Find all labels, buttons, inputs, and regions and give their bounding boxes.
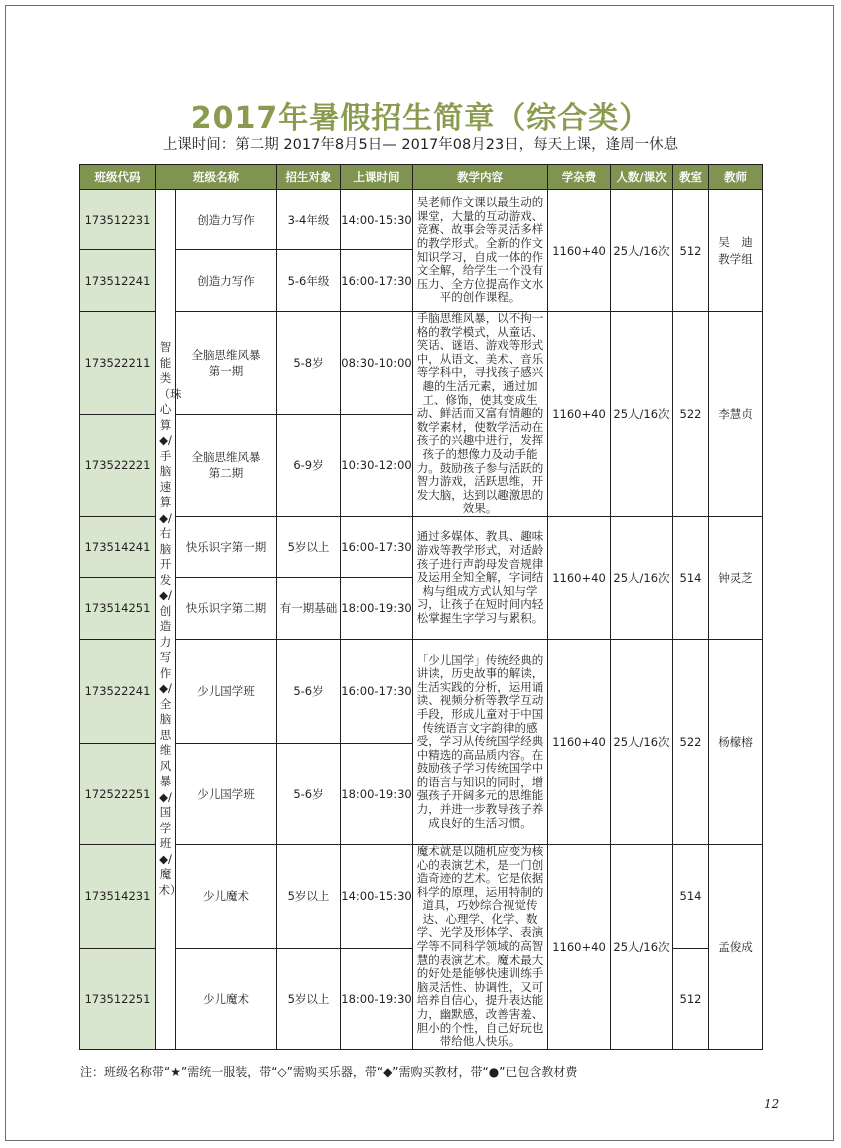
course-teacher: 李慧贞 xyxy=(709,312,763,517)
course-room: 514 xyxy=(673,516,709,639)
schedule-subtitle: 上课时间：第二期 2017年8月5日— 2017年08月23日，每天上课，逢周一休息 xyxy=(162,137,679,153)
class-name: 少儿魔术 xyxy=(176,844,277,948)
course-fee: 1160+40 xyxy=(548,516,611,639)
header-target: 招生对象 xyxy=(277,165,341,190)
course-count: 25人/16次 xyxy=(611,639,673,844)
class-name-line2: 第二期 xyxy=(208,466,244,481)
class-name-line1: 全脑思维风暴 xyxy=(191,450,261,465)
teacher-name: 吴 迪 xyxy=(718,234,753,249)
course-room: 522 xyxy=(673,639,709,844)
class-code: 173522221 xyxy=(80,414,156,516)
class-time: 18:00-19:30 xyxy=(341,948,413,1049)
page-number: 12 xyxy=(764,1097,780,1111)
header-count: 人数/课次 xyxy=(611,165,673,190)
class-time: 18:00-19:30 xyxy=(341,743,413,844)
header-fee: 学杂费 xyxy=(548,165,611,190)
class-code: 173512251 xyxy=(80,948,156,1049)
table-row xyxy=(80,516,763,577)
class-target: 5-6年级 xyxy=(277,250,341,312)
class-target: 5-6岁 xyxy=(277,639,341,743)
class-name: 少儿国学班 xyxy=(176,743,277,844)
class-time: 14:00-15:30 xyxy=(341,190,413,250)
class-name: 快乐识字第二期 xyxy=(176,577,277,639)
table-row xyxy=(80,190,763,250)
table-row xyxy=(80,844,763,948)
header-code: 班级代码 xyxy=(80,165,156,190)
course-teacher: 孟俊成 xyxy=(709,844,763,1049)
class-target: 6-9岁 xyxy=(277,414,341,516)
course-room: 514 xyxy=(673,844,709,948)
class-name: 少儿国学班 xyxy=(176,639,277,743)
header-content: 教学内容 xyxy=(413,165,548,190)
table-row xyxy=(80,639,763,743)
class-time: 08:30-10:00 xyxy=(341,312,413,415)
course-teacher xyxy=(709,190,763,312)
class-target: 有一期基础 xyxy=(277,577,341,639)
course-description: 手脑思维风暴，以不拘一格的教学模式，从童话、笑话、谜语、游戏等形式中，从语文、美术、音乐等学科中，寻找孩子感兴趣的生活元素，通过加工、修饰，使其变成生动、鲜活而又富有情趣的数学素材，使数学活动在孩子的兴趣中进行，发挥孩子的想像力及动手能力。鼓励孩子参与活跃的智力游戏，活跃思维，开发大脑，达到以趣激思的效果。 xyxy=(413,312,548,517)
class-code: 173514251 xyxy=(80,577,156,639)
class-name: 创造力写作 xyxy=(176,250,277,312)
header-name: 班级名称 xyxy=(156,165,277,190)
class-time: 18:00-19:30 xyxy=(341,577,413,639)
header-time: 上课时间 xyxy=(341,165,413,190)
course-count: 25人/16次 xyxy=(611,312,673,517)
class-name: 少儿魔术 xyxy=(176,948,277,1049)
class-code: 173514241 xyxy=(80,516,156,577)
class-name: 快乐识字第一期 xyxy=(176,516,277,577)
course-room: 512 xyxy=(673,190,709,312)
class-code: 173512241 xyxy=(80,250,156,312)
class-target: 3-4年级 xyxy=(277,190,341,250)
footnote: 注：班级名称带“★”需统一服装，带“◇”需购买乐器，带“◆”需购买教材，带“●”已包含教材费 xyxy=(80,1065,578,1079)
course-description: 通过多媒体、教具、趣味游戏等教学形式，对适龄孩子进行声韵母发音规律及运用全知全解，字词结构与组成方式认知与学习，让孩子在短时间内轻松掌握生字学习与累积。 xyxy=(413,516,548,639)
category-label: 智能类（珠心算◆/手脑速算◆/右脑开发◆/创造力写作◆/全脑思维风暴◆/国学班◆/魔术） xyxy=(158,340,182,897)
teacher-group: 教学组 xyxy=(718,251,753,266)
class-time: 16:00-17:30 xyxy=(341,639,413,743)
class-name-line1: 全脑思维风暴 xyxy=(191,347,261,362)
class-name xyxy=(176,414,277,516)
course-count: 25人/16次 xyxy=(611,516,673,639)
course-teacher: 杨檬榕 xyxy=(709,639,763,844)
class-time: 14:00-15:30 xyxy=(341,844,413,948)
course-count: 25人/16次 xyxy=(611,190,673,312)
class-code: 173522241 xyxy=(80,639,156,743)
header-teacher: 教师 xyxy=(709,165,763,190)
course-fee: 1160+40 xyxy=(548,190,611,312)
course-room: 512 xyxy=(673,948,709,1049)
class-time: 16:00-17:30 xyxy=(341,516,413,577)
course-fee: 1160+40 xyxy=(548,312,611,517)
class-code: 173512231 xyxy=(80,190,156,250)
course-fee: 1160+40 xyxy=(548,639,611,844)
class-time: 10:30-12:00 xyxy=(341,414,413,516)
class-code: 173522211 xyxy=(80,312,156,415)
course-description: 「少儿国学」传统经典的讲读，历史故事的解读，生活实践的分析，运用诵读、视频分析等教学互动手段，形成儿童对于中国传统语言文字韵律的感受，学习从传统国学经典中精选的高品质内容。在鼓励孩子学习传统国学中的语言与知识的同时，增强孩子开阔多元的思维能力，并进一步教导孩子养成良好的生活习惯。 xyxy=(413,639,548,844)
schedule-table xyxy=(79,164,763,1050)
header-room: 教室 xyxy=(673,165,709,190)
class-target: 5-8岁 xyxy=(277,312,341,415)
class-name xyxy=(176,312,277,415)
course-fee: 1160+40 xyxy=(548,844,611,1049)
class-code: 172522251 xyxy=(80,743,156,844)
course-description: 吴老师作文课以最生动的课堂，大量的互动游戏、竞赛、故事会等灵活多样的教学形式。全新的作文知识学习，自成一体的作文全解，给学生一个没有压力、全方位提高作文水平的创作课程。 xyxy=(413,190,548,312)
class-code: 173514231 xyxy=(80,844,156,948)
class-name-line2: 第一期 xyxy=(208,363,244,378)
class-time: 16:00-17:30 xyxy=(341,250,413,312)
class-name: 创造力写作 xyxy=(176,190,277,250)
table-header-row xyxy=(80,165,763,190)
class-target: 5岁以上 xyxy=(277,948,341,1049)
class-target: 5岁以上 xyxy=(277,844,341,948)
category-cell xyxy=(156,190,182,1050)
page-title: 2017年暑假招生简章（综合类） xyxy=(190,101,651,136)
course-count: 25人/16次 xyxy=(611,844,673,1049)
course-room: 522 xyxy=(673,312,709,517)
course-teacher: 钟灵芝 xyxy=(709,516,763,639)
class-target: 5岁以上 xyxy=(277,516,341,577)
course-description: 魔术就是以随机应变为核心的表演艺术，是一门创造奇迹的艺术。它是依据科学的原理，运用特制的道具，巧妙综合视觉传达、心理学、化学、数学、光学及形体学、表演学等不同科学领域的高智慧的表演艺术。魔术最大的好处是能够快速训练手脑灵活性、协调性，又可培养自信心，提升表达能力，幽默感，改善害羞、胆小的个性，自己好玩也带给他人快乐。 xyxy=(413,844,548,1049)
class-target: 5-6岁 xyxy=(277,743,341,844)
